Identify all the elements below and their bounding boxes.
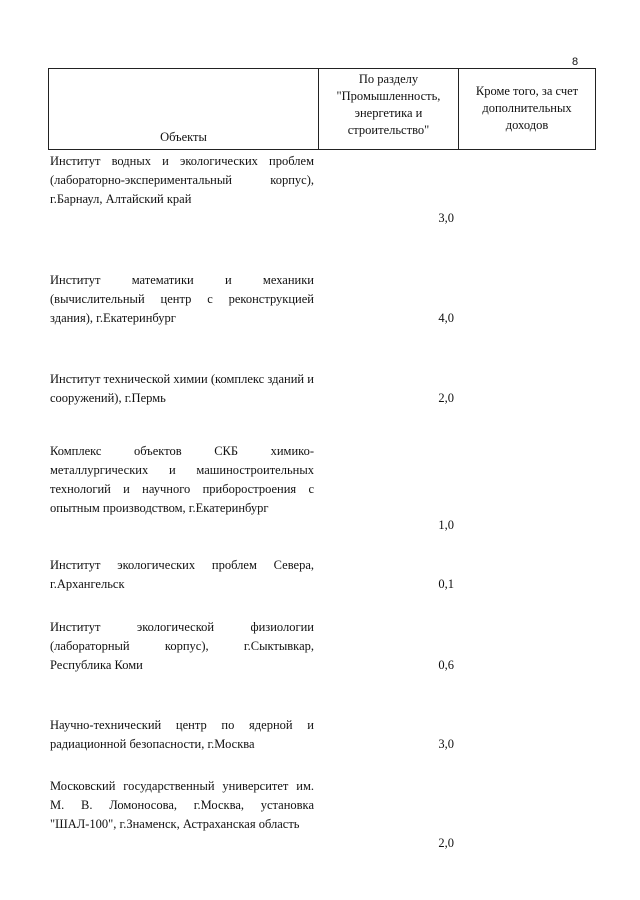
table-header bbox=[48, 68, 596, 150]
object-value: 1,0 bbox=[438, 518, 454, 532]
object-name: Институт водных и экологических проблем (лабораторно-экспериментальный корпус), г.Барнаул, Алтайский край bbox=[50, 154, 314, 206]
object-name: Институт экологической физиологии (лабораторный корпус), г.Сыктывкар, Республика Коми bbox=[50, 620, 314, 672]
header-objects-cell bbox=[49, 69, 319, 149]
object-name: Институт математики и механики (вычислительный центр с реконструкцией здания), г.Екатеринбург bbox=[50, 273, 314, 325]
object-name: Институт экологических проблем Севера, г.Архангельск bbox=[50, 558, 314, 591]
object-value: 3,0 bbox=[438, 211, 454, 225]
header-extra-label: Кроме того, за счет дополнительных доходов bbox=[475, 84, 579, 132]
object-name: Институт технической химии (комплекс зданий и сооружений), г.Пермь bbox=[50, 372, 314, 405]
header-objects-label: Объекты bbox=[160, 130, 207, 144]
object-value: 3,0 bbox=[438, 737, 454, 751]
object-value: 0,1 bbox=[438, 577, 454, 591]
object-value: 2,0 bbox=[438, 391, 454, 405]
object-name: Московский государственный университет им. М. В. Ломоносова, г.Москва, установка "ШАЛ-100", г.Знаменск, Астраханская область bbox=[50, 779, 314, 831]
object-value: 4,0 bbox=[438, 311, 454, 325]
page-number: 8 bbox=[572, 56, 579, 68]
object-value: 2,0 bbox=[438, 836, 454, 850]
header-section-label: По разделу "Промышленность, энергетика и строительство" bbox=[319, 69, 459, 149]
object-name: Комплекс объектов СКБ химико-металлургических и машиностроительных технологий и научного приборостроения с опытным производством, г.Екатеринбург bbox=[50, 444, 314, 515]
object-value: 0,6 bbox=[438, 658, 454, 672]
object-name: Научно-технический центр по ядерной и радиационной безопасности, г.Москва bbox=[50, 718, 314, 751]
